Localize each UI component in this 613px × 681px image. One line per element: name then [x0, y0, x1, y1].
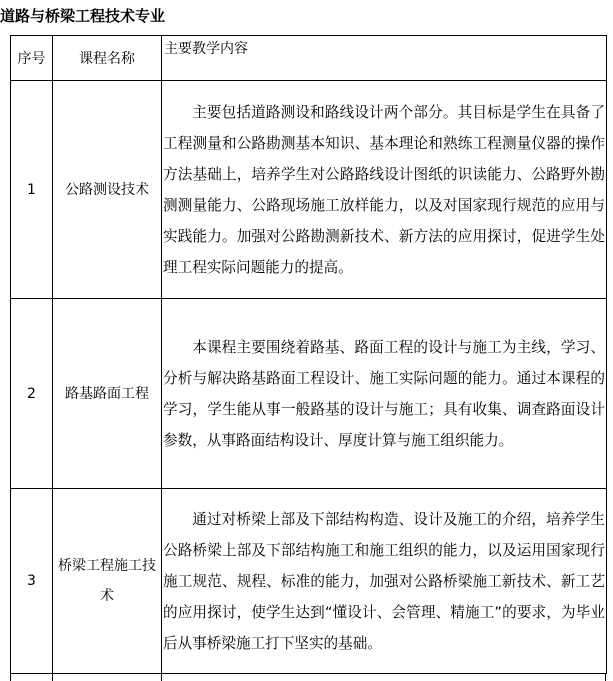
document-title: 道路与桥梁工程技术专业: [0, 7, 166, 25]
table-header-row: [11, 36, 607, 81]
column-divider: [52, 673, 53, 681]
table-row: [11, 299, 607, 489]
course-content: 本课程主要围绕着路基、路面工程的设计与施工为主线，学习、分析与解决路基路面工程设计、施工实际问题的能力。通过本课程的学习，学生能从事一般路基的设计与施工；具有收集、调查路面设计参数，从事路面结构设计、厚度计算与施工组织能力。: [163, 338, 605, 449]
table-row: [11, 489, 607, 674]
header-content: 主要教学内容: [162, 36, 607, 81]
course-content: 通过对桥梁上部及下部结构构造、设计及施工的介绍，培养学生公路桥梁上部及下部结构施工和施工组织的能力，以及运用国家现行施工规范、规程、标准的能力，加强对公路桥梁施工新技术、新工艺的应用探讨，使学生达到“懂设计、会管理、精施工”的要求，为毕业后从事桥梁施工打下坚实的基础。: [163, 510, 605, 652]
course-content-cell: [162, 81, 607, 299]
course-name: 桥梁工程施工技术: [53, 489, 162, 674]
course-table: [10, 35, 607, 674]
course-name: 公路测设技术: [53, 81, 162, 299]
header-number: 序号: [11, 36, 53, 81]
row-number: 2: [11, 299, 53, 489]
course-content-cell: [162, 489, 607, 674]
row-number: 1: [11, 81, 53, 299]
header-course-name: 课程名称: [53, 36, 162, 81]
course-name: 路基路面工程: [53, 299, 162, 489]
course-content: 主要包括道路测设和路线设计两个部分。其目标是学生在具备了工程测量和公路勘测基本知识、基本理论和熟练工程测量仪器的操作方法基础上，培养学生对公路路线设计图纸的识读能力、公路野外勘测测量能力、公路现场施工放样能力，以及对国家现行规范的应用与实践能力。加强对公路勘测新技术、新方法的应用探讨，促进学生处理工程实际问题能力的提高。: [163, 103, 605, 276]
row-number: 3: [11, 489, 53, 674]
column-divider: [161, 673, 162, 681]
table-row: [11, 81, 607, 299]
table-continuation: [10, 673, 606, 681]
course-content-cell: [162, 299, 607, 489]
